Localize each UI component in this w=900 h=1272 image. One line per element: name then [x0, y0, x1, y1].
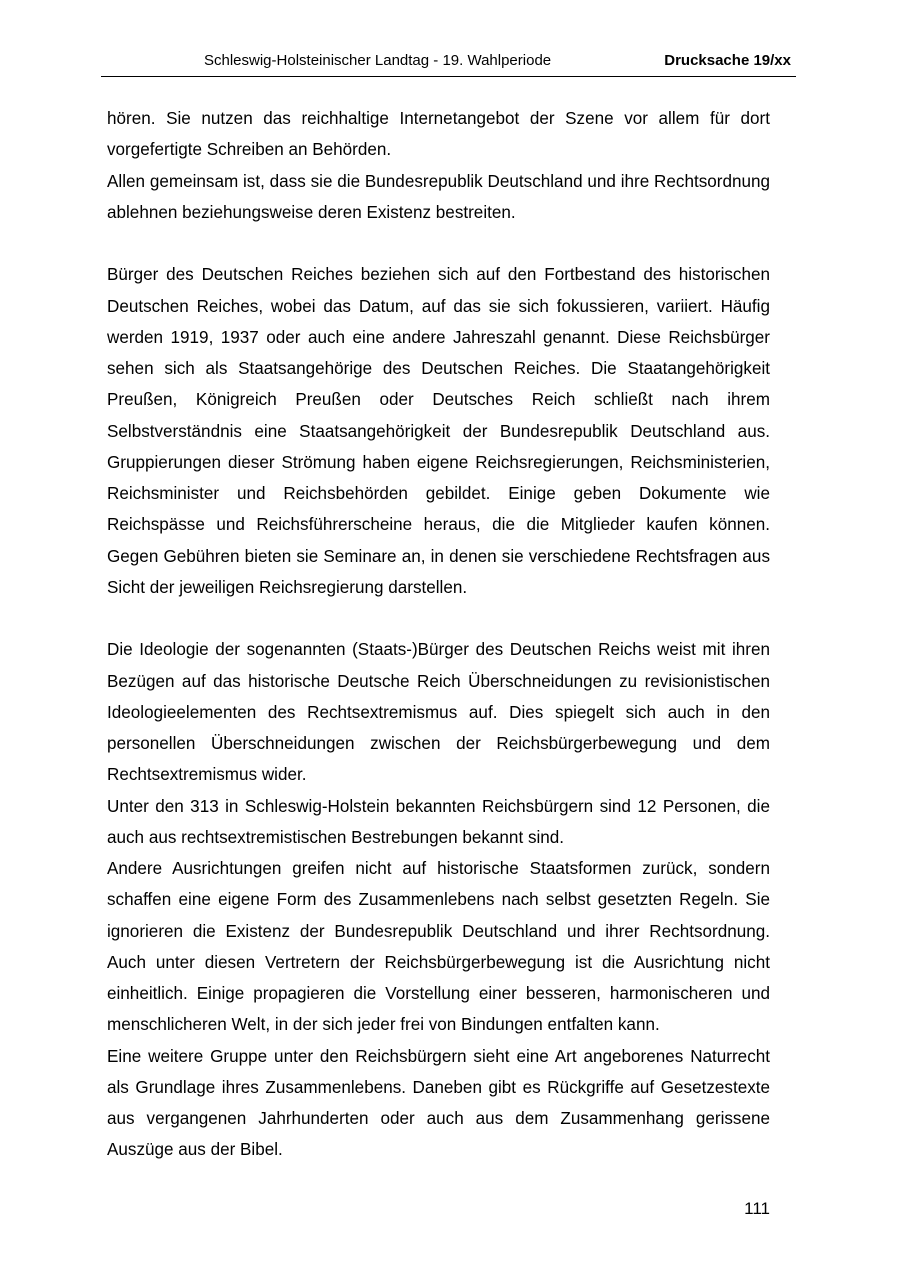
- paragraph: Allen gemeinsam ist, dass sie die Bundesrepublik Deutschland und ihre Rechtsordnung ablehnen beziehungsweise deren Existenz bestreiten.: [107, 171, 770, 222]
- page-header: [101, 50, 796, 77]
- header-title: Schleswig-Holsteinischer Landtag - 19. Wahlperiode: [204, 52, 552, 69]
- paragraph: Eine weitere Gruppe unter den Reichsbürgern sieht eine Art angeborenes Naturrecht als Grundlage ihres Zusammenlebens. Daneben gibt es Rückgriffe auf Gesetzestexte aus vergangenen Jahrhunderten oder auch aus dem Zusammenhang gerissene Auszüge aus der Bibel.: [107, 1046, 770, 1160]
- paragraph: Unter den 313 in Schleswig-Holstein bekannten Reichsbürgern sind 12 Personen, die auch aus rechtsextremistischen Bestrebungen bekannt sind.: [107, 796, 770, 847]
- page-number: 111: [744, 1199, 770, 1218]
- body-text: [107, 103, 770, 1166]
- paragraph: Die Ideologie der sogenannten (Staats-)Bürger des Deutschen Reichs weist mit ihren Bezügen auf das historische Deutsche Reich Überschneidungen zu revisionistischen Ideologieelementen des Rechtsextremismus auf. Dies spiegelt sich auch in den personellen Überschneidungen zwischen der Reichsbürgerbewegung und dem Rechtsextremismus wider.: [107, 640, 770, 785]
- paragraph: hören. Sie nutzen das reichhaltige Internetangebot der Szene vor allem für dort vorgefertigte Schreiben an Behörden.: [107, 109, 770, 160]
- header-document-number: Drucksache 19/xx: [664, 52, 791, 69]
- paragraph: Andere Ausrichtungen greifen nicht auf historische Staatsformen zurück, sondern schaffen eine eigene Form des Zusammenlebens nach selbst gesetzten Regeln. Sie ignorieren die Existenz der Bundesrepublik Deutschland und ihrer Rechtsordnung. Auch unter diesen Vertretern der Reichsbürgerbewegung ist die Ausrichtung nicht einheitlich. Einige propagieren die Vorstellung einer besseren, harmonischeren und menschlicheren Welt, in der sich jeder frei von Bindungen entfalten kann.: [107, 859, 770, 1035]
- paragraph: Bürger des Deutschen Reiches beziehen sich auf den Fortbestand des historischen Deutschen Reiches, wobei das Datum, auf das sie sich fokussieren, variiert. Häufig werden 1919, 1937 oder auch eine andere Jahreszahl genannt. Diese Reichsbürger sehen sich als Staatsangehörige des Deutschen Reiches. Die Staatangehörigkeit Preußen, Königreich Preußen oder Deutsches Reich schließt nach ihrem Selbstverständnis eine Staatsangehörigkeit der Bundesrepublik Deutschland aus. Gruppierungen dieser Strömung haben eigene Reichsregierungen, Reichsministerien, Reichsminister und Reichsbehörden gebildet. Einige geben Dokumente wie Reichspässe und Reichsführerscheine heraus, die die Mitglieder kaufen können. Gegen Gebühren bieten sie Seminare an, in denen sie verschiedene Rechtsfragen aus Sicht der jeweiligen Reichsregierung darstellen.: [107, 265, 770, 597]
